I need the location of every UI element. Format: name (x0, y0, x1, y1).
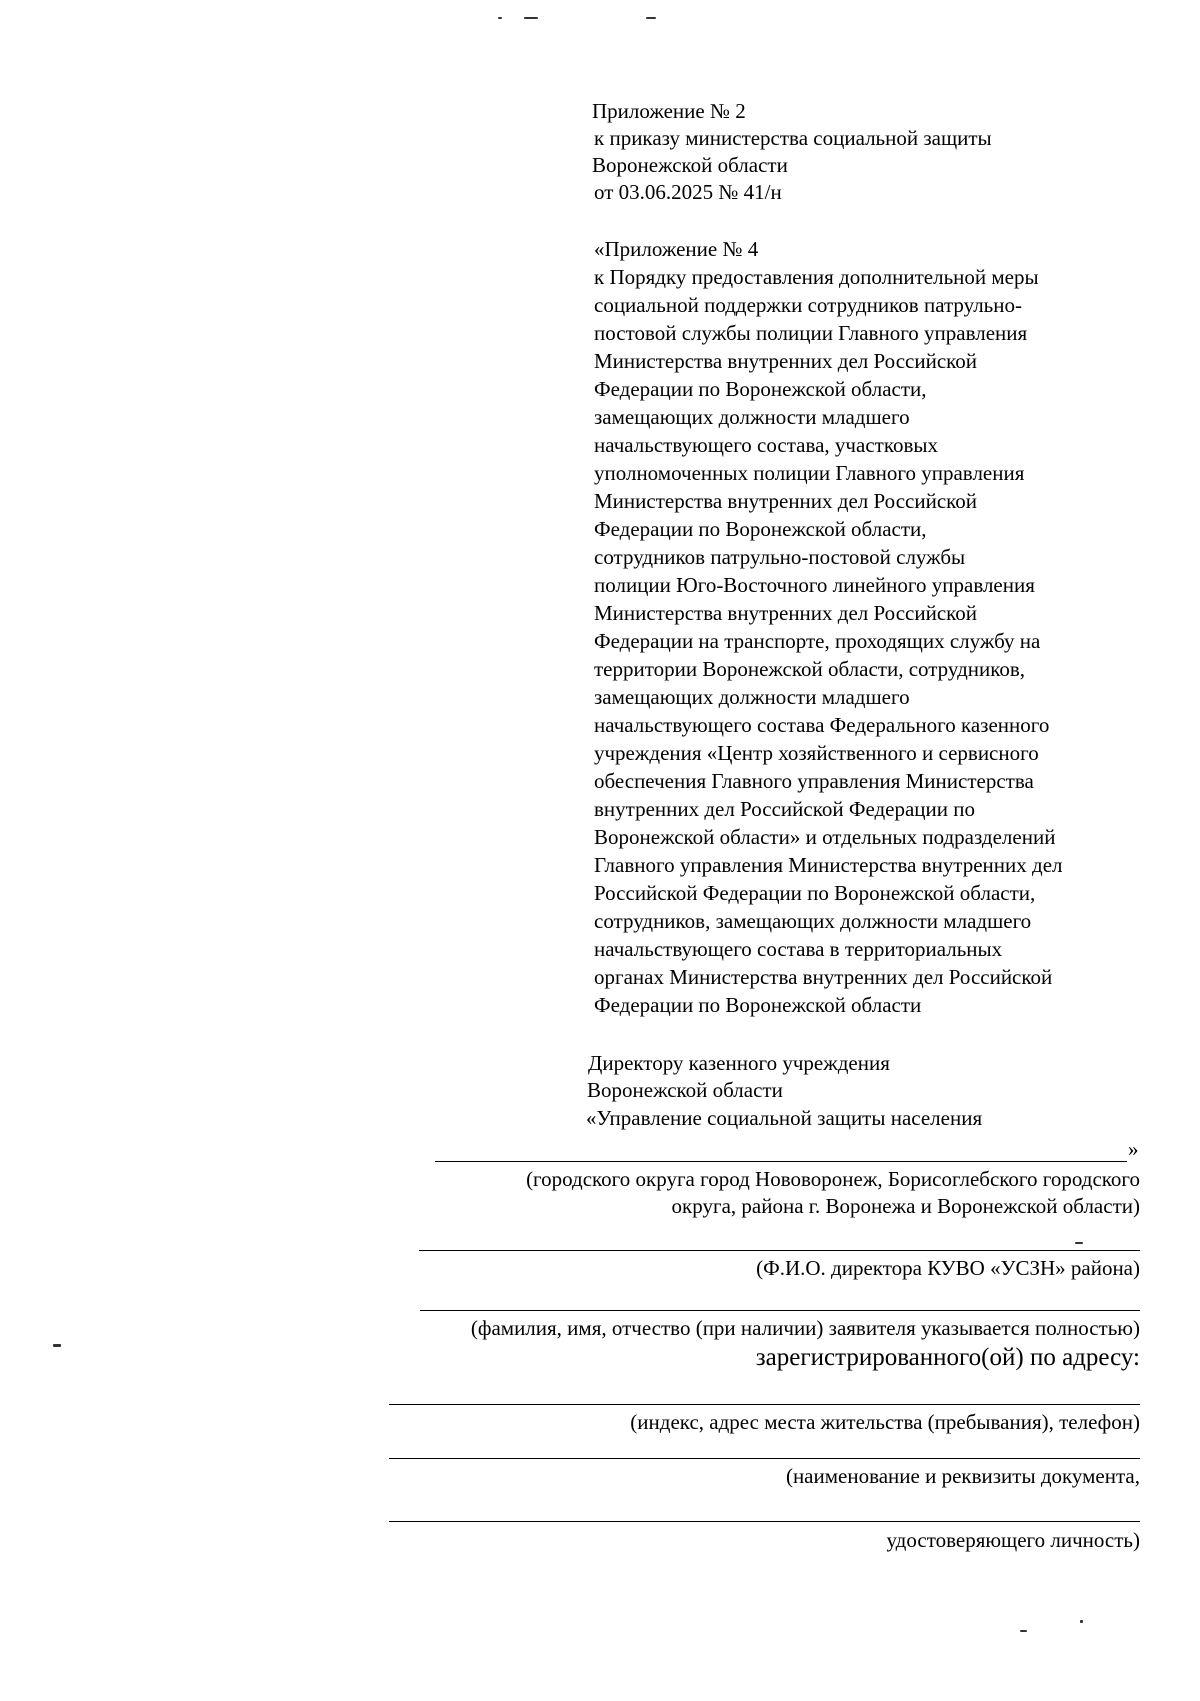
appendix-4-text-line: к Порядку предоставления дополнительной меры (594, 265, 1039, 289)
appendix-2-title: Приложение № 2 (592, 99, 746, 123)
appendix-4-text-line: обеспечения Главного управления Министерства (594, 769, 1034, 793)
appendix-4-text-line: начальствующего состава в территориальных (594, 937, 1003, 961)
appendix-4-text-line: внутренних дел Российской Федерации по (594, 797, 976, 821)
scan-speck (1080, 1620, 1083, 1623)
district-hint-line-1: (городского округа город Нововоронеж, Борисоглебского городского (526, 1167, 1140, 1191)
appendix-4-text-line: сотрудников патрульно-постовой службы (594, 545, 966, 569)
appendix-2-region: Воронежской области (592, 153, 788, 177)
director-name-field[interactable] (419, 1250, 1140, 1251)
scan-speck (524, 17, 538, 19)
registered-address-label: зарегистрированного(ой) по адресу: (755, 1344, 1140, 1371)
addressee-line: Директору казенного учреждения (588, 1051, 890, 1075)
scan-speck (646, 17, 656, 19)
appendix-2-date: от 03.06.2025 № 41/н (594, 180, 782, 204)
identity-document-field-2[interactable] (389, 1521, 1140, 1522)
appendix-4-text-line: начальствующего состава Федерального казенного (594, 713, 1050, 737)
appendix-4-text-line: Федерации на транспорте, проходящих службу на (594, 629, 1041, 653)
appendix-4-text-line: органах Министерства внутренних дел Российской (594, 965, 1053, 989)
scan-speck (1020, 1630, 1027, 1632)
appendix-4-text-line: Главного управления Министерства внутренних дел (594, 853, 1063, 877)
applicant-name-hint: (фамилия, имя, отчество (при наличии) заявителя указывается полностью) (470, 1316, 1140, 1340)
director-name-hint: (Ф.И.О. директора КУВО «УСЗН» района) (756, 1256, 1140, 1280)
scan-speck (1075, 1242, 1083, 1244)
appendix-4-text-line: полиции Юго-Восточного линейного управления (594, 573, 1035, 597)
appendix-4-text-line: сотрудников, замещающих должности младшего (594, 909, 1032, 933)
appendix-2-order-ref: к приказу министерства социальной защиты (594, 126, 992, 150)
identity-document-hint-2: удостоверяющего личность) (886, 1528, 1140, 1552)
appendix-4-text-line: замещающих должности младшего (594, 405, 910, 429)
identity-document-hint-1: (наименование и реквизиты документа, (785, 1464, 1140, 1488)
appendix-4-text-line: учреждения «Центр хозяйственного и сервисного (594, 741, 1039, 765)
appendix-4-text-line: постовой службы полиции Главного управления (594, 321, 1028, 345)
appendix-4-text-line: территории Воронежской области, сотрудников, (594, 657, 1026, 681)
address-hint: (индекс, адрес места жительства (пребывания), телефон) (630, 1410, 1140, 1434)
closing-quote: » (1128, 1137, 1139, 1161)
applicant-name-field[interactable] (420, 1310, 1140, 1311)
addressee-line: Воронежской области (587, 1078, 783, 1102)
appendix-4-text-line: Воронежской области» и отдельных подразделений (594, 825, 1056, 849)
scan-speck (53, 1344, 61, 1347)
appendix-4-text-line: Федерации по Воронежской области (594, 993, 922, 1017)
scan-speck (498, 17, 502, 19)
appendix-4-text-line: Министерства внутренних дел Российской (594, 601, 978, 625)
appendix-4-text-line: уполномоченных полиции Главного управления (594, 461, 1025, 485)
appendix-4-text-line: Министерства внутренних дел Российской (594, 349, 978, 373)
identity-document-field[interactable] (389, 1458, 1140, 1459)
appendix-4-title: «Приложение № 4 (594, 237, 759, 261)
address-field[interactable] (389, 1404, 1140, 1405)
appendix-4-text-line: Федерации по Воронежской области, (594, 517, 927, 541)
addressee-line: «Управление социальной защиты населения (586, 1106, 983, 1130)
appendix-4-text-line: замещающих должности младшего (594, 685, 910, 709)
district-field[interactable] (435, 1161, 1127, 1162)
appendix-4-text-line: Российской Федерации по Воронежской области, (594, 881, 1036, 905)
appendix-4-text-line: Министерства внутренних дел Российской (594, 489, 978, 513)
district-hint-line-2: округа, района г. Воронежа и Воронежской области) (671, 1194, 1140, 1218)
appendix-4-text-line: начальствующего состава, участковых (594, 433, 938, 457)
appendix-4-text-line: социальной поддержки сотрудников патрульно- (594, 293, 1022, 317)
appendix-4-text-line: Федерации по Воронежской области, (594, 377, 927, 401)
